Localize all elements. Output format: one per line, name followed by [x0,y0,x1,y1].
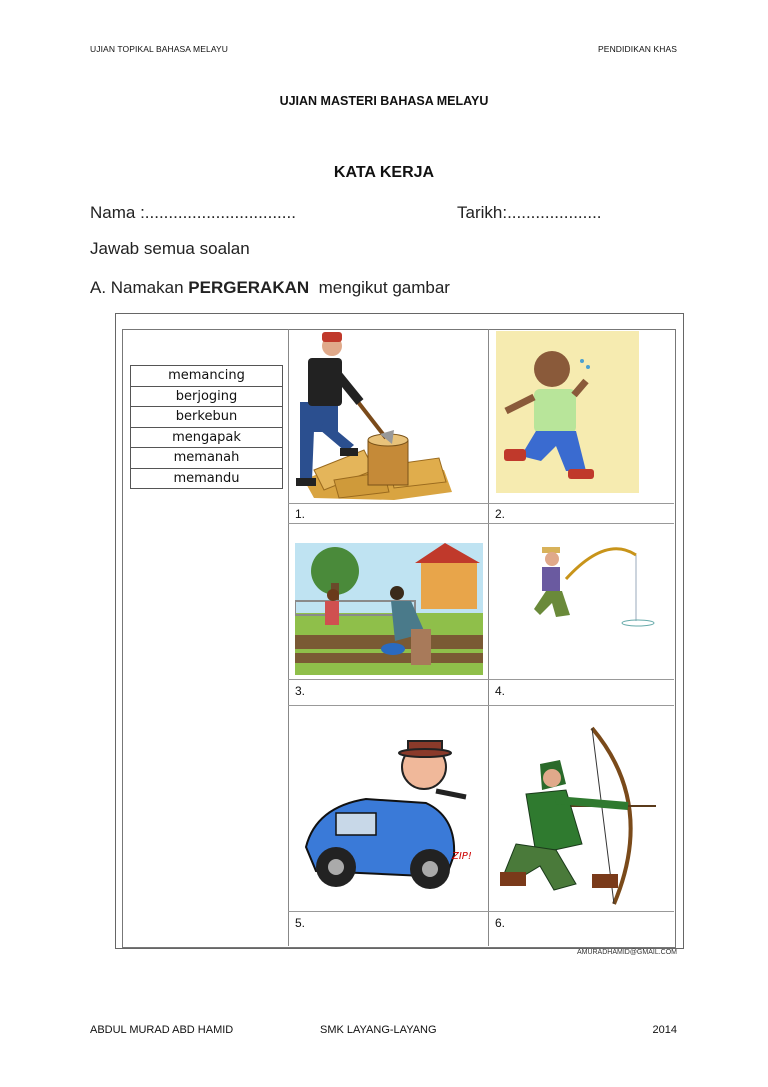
page-title: UJIAN MASTERI BAHASA MELAYU [279,94,489,108]
header-left: UJIAN TOPIKAL BAHASA MELAYU [90,44,228,54]
section-a-heading [90,278,450,298]
grid-divider [288,705,674,706]
subtitle-text: KATA KERJA [333,164,435,181]
email-text: AMURADHAMID@GMAIL.COM [576,949,677,956]
word-bank [130,365,283,489]
footer-school: SMK LAYANG-LAYANG [320,1024,437,1036]
footer-author: ABDUL MURAD ABD HAMID [90,1024,234,1036]
jogging-picture [496,331,639,493]
word-bank-item: berkebun [131,407,282,428]
section-a-prefix: A. Namakan [90,278,189,297]
footer-year: 2014 [652,1024,677,1036]
word-bank-item: mengapak [131,428,282,449]
item-number: 6. [495,916,506,930]
tarikh-field: Tarikh:.................... [457,203,602,222]
svg-text:ZIP!: ZIP! [452,851,472,862]
nama-field: Nama :................................ [90,203,296,222]
word-bank-item: memanah [131,448,282,469]
grid-divider [288,503,674,504]
grid-divider [288,911,674,912]
gardening-picture [295,543,483,675]
header-right: PENDIDIKAN KHAS [598,44,677,54]
item-number: 2. [495,507,506,521]
archery-picture [496,724,660,908]
grid-divider [488,329,489,946]
word-bank-item: memandu [173,470,240,486]
grid-divider [288,523,674,524]
grid-divider [288,679,674,680]
instruction-text: Jawab semua soalan [90,239,250,258]
item-number: 3. [295,684,306,698]
section-a-bold: PERGERAKAN [188,278,310,297]
item-number: 4. [495,684,506,698]
section-a-suffix: mengikut gambar [309,278,450,297]
grid-divider [288,329,289,946]
item-number: 5. [295,916,306,930]
page-subtitle [0,164,768,182]
word-bank-item: memancing [131,366,282,387]
fishing-picture [526,545,661,627]
chopping-wood-picture [294,330,456,502]
word-bank-item: berjoging [131,387,282,408]
driving-picture [296,737,480,897]
item-number: 1. [295,507,306,521]
